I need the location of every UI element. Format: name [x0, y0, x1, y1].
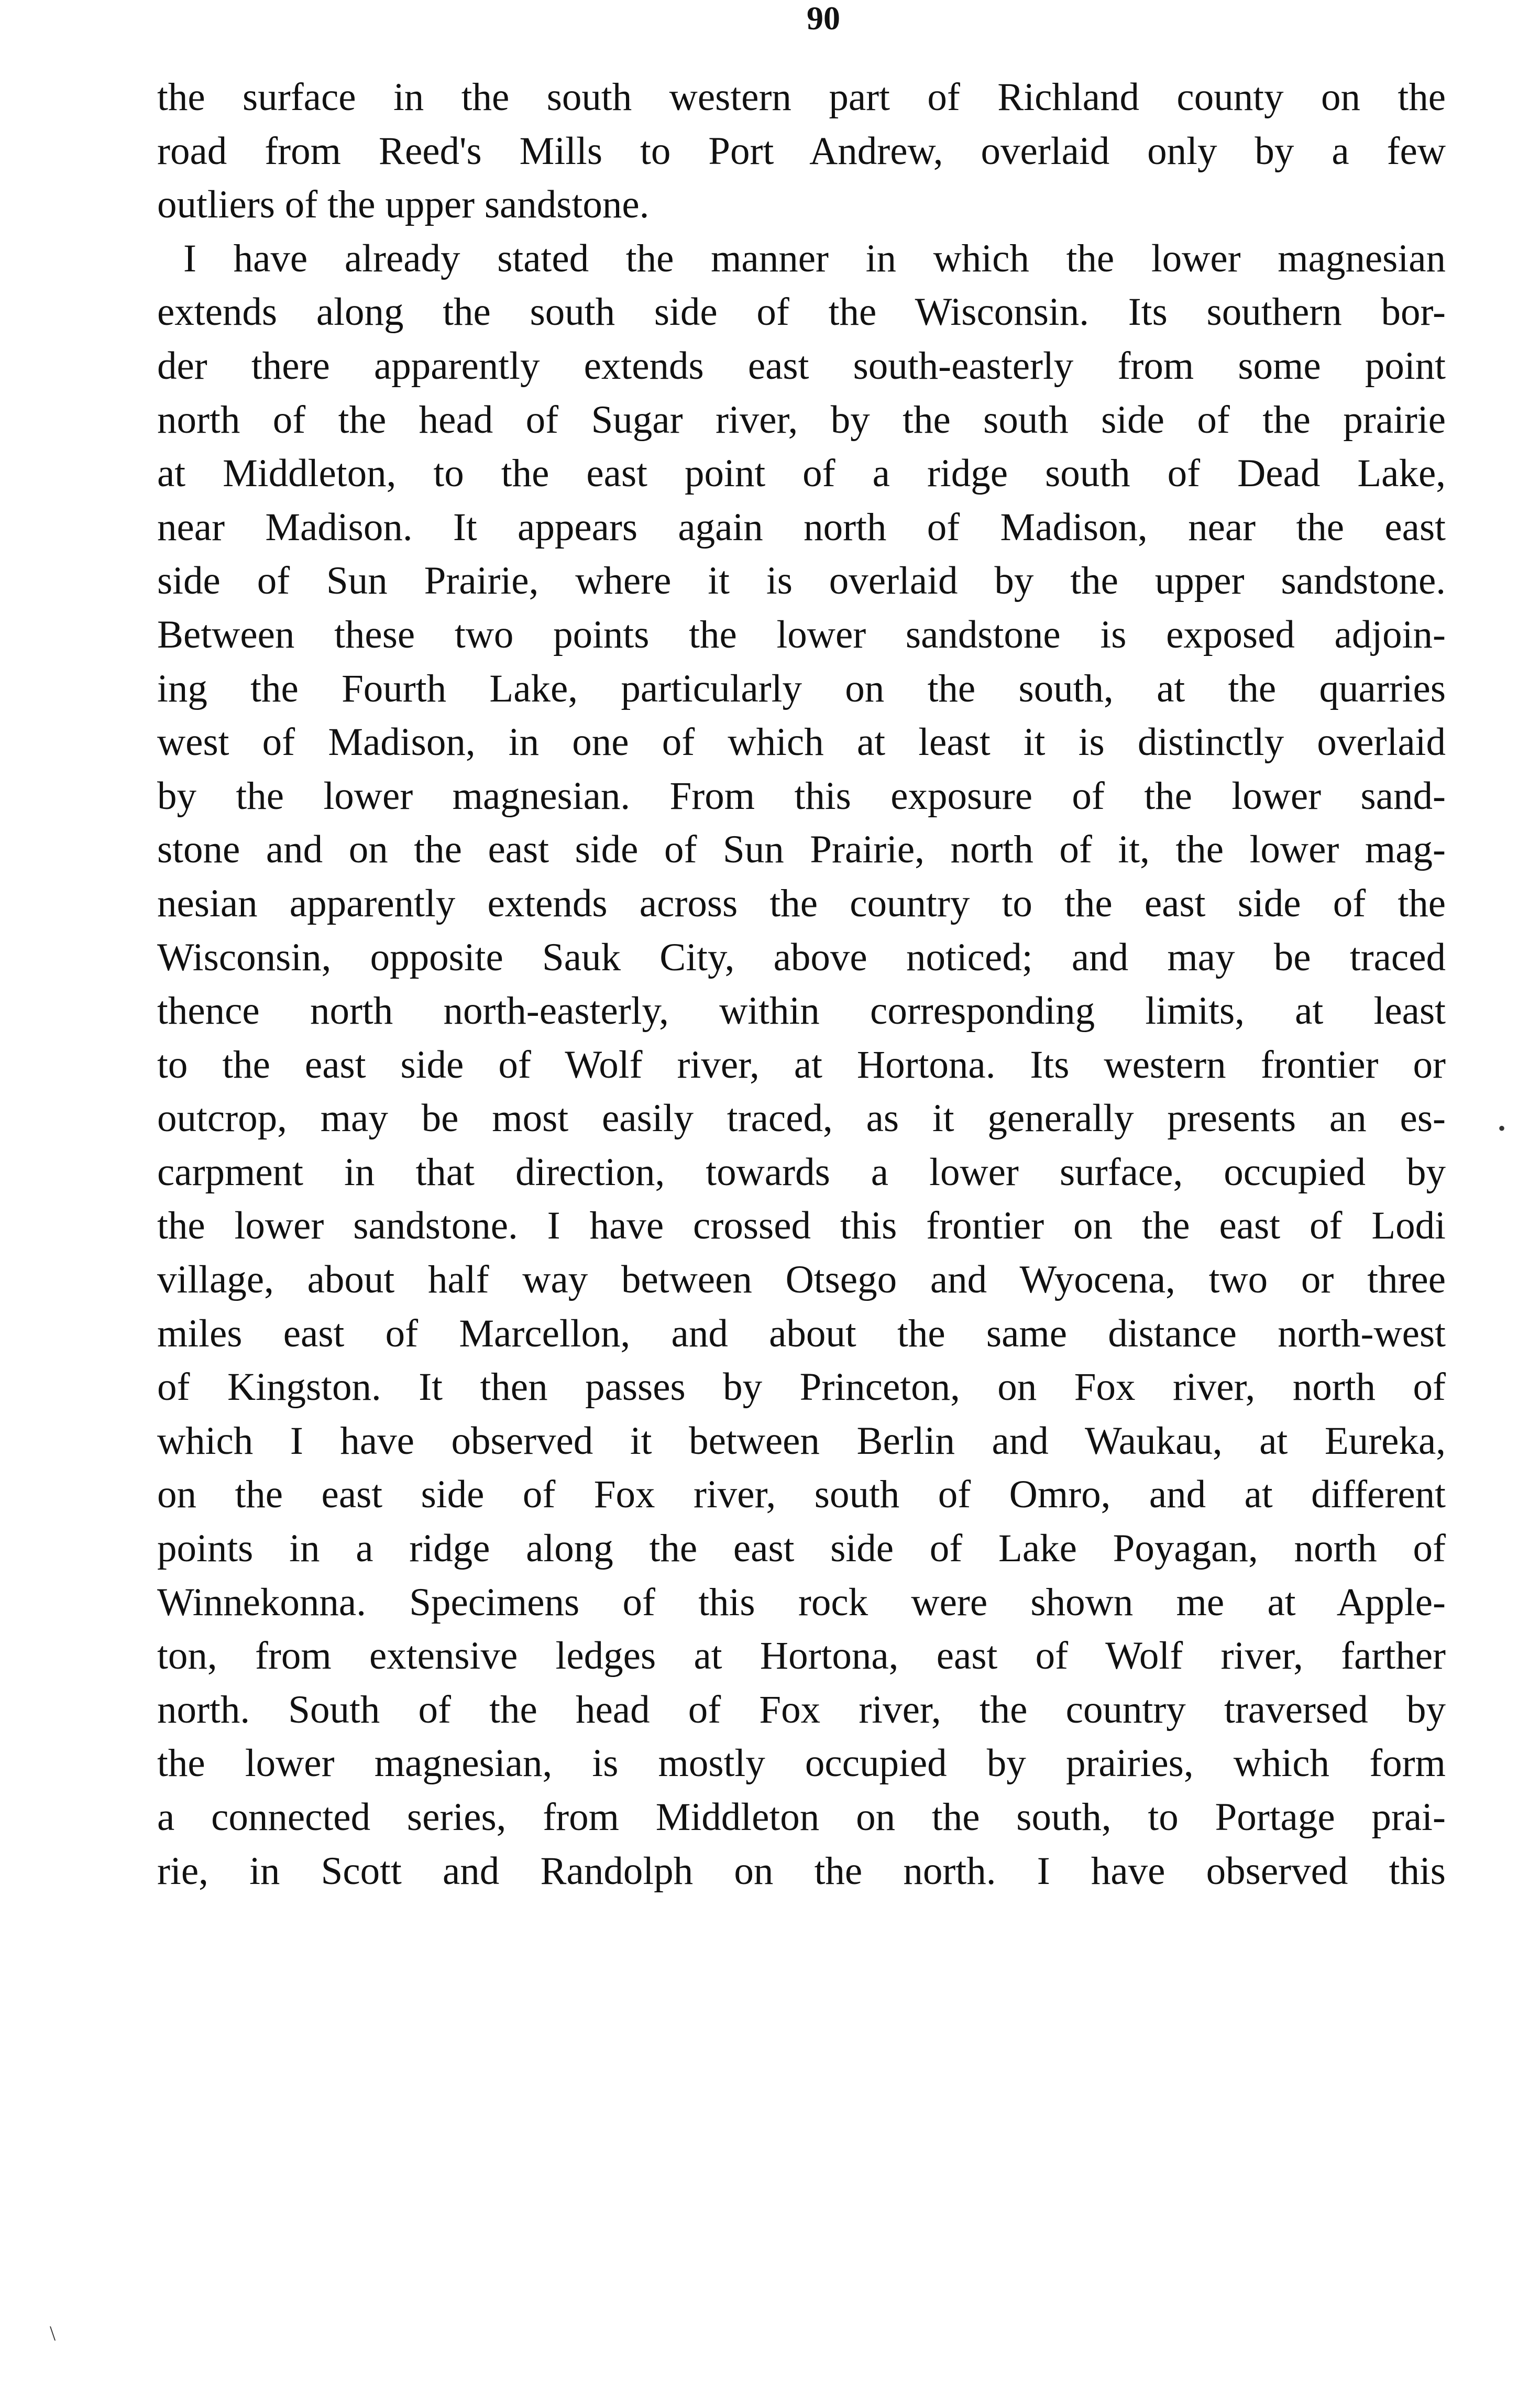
- text-line-34: rie, in Scott and Randolph on the north. I have observed this: [157, 1849, 1446, 1893]
- text-line-29: Winnekonna. Specimens of this rock were shown me at Apple-: [157, 1580, 1446, 1624]
- text-line-8: at Middleton, to the east point of a ridge south of Dead Lake,: [157, 452, 1446, 496]
- margin-tick: \: [50, 2321, 56, 2345]
- margin-dot: •: [1498, 1116, 1506, 1140]
- text-line-16: nesian apparently extends across the country to the east side of the: [157, 881, 1446, 925]
- text-line-12: ing the Fourth Lake, particularly on the south, at the quarries: [157, 666, 1446, 710]
- text-line-17: Wisconsin, opposite Sauk City, above noticed; and may be traced: [157, 935, 1446, 979]
- text-line-19: to the east side of Wolf river, at Hortona. Its western frontier or: [157, 1043, 1446, 1087]
- text-line-28: points in a ridge along the east side of Lake Poyagan, north of: [157, 1527, 1446, 1571]
- body-text: [157, 71, 1446, 1898]
- text-line-1: the surface in the south western part of Richland county on the: [157, 75, 1446, 119]
- text-line-33: a connected series, from Middleton on the south, to Portage prai-: [157, 1795, 1446, 1839]
- text-line-15: stone and on the east side of Sun Prairie, north of it, the lower mag-: [157, 828, 1446, 872]
- page-number: 90: [807, 0, 840, 37]
- text-line-24: miles east of Marcellon, and about the same distance north-west: [157, 1311, 1446, 1355]
- text-line-25: of Kingston. It then passes by Princeton, on Fox river, north of: [157, 1365, 1446, 1409]
- text-line-18: thence north north-easterly, within corresponding limits, at least: [157, 989, 1446, 1033]
- text-line-20: outcrop, may be most easily traced, as it generally presents an es-: [157, 1097, 1446, 1141]
- text-line-32: the lower magnesian, is mostly occupied by prairies, which form: [157, 1741, 1446, 1785]
- text-line-30: ton, from extensive ledges at Hortona, east of Wolf river, farther: [157, 1634, 1446, 1678]
- text-line-3: outliers of the upper sandstone.: [157, 183, 650, 227]
- text-line-13: west of Madison, in one of which at least it is distinctly overlaid: [157, 720, 1446, 764]
- text-line-2: road from Reed's Mills to Port Andrew, overlaid only by a few: [157, 129, 1446, 173]
- text-line-23: village, about half way between Otsego and Wyocena, two or three: [157, 1258, 1446, 1302]
- text-line-9: near Madison. It appears again north of Madison, near the east: [157, 505, 1446, 549]
- text-line-4: I have already stated the manner in which the lower magnesian: [183, 236, 1446, 280]
- text-line-27: on the east side of Fox river, south of Omro, and at different: [157, 1473, 1446, 1517]
- text-line-21: carpment in that direction, towards a lower surface, occupied by: [157, 1150, 1446, 1194]
- text-line-14: by the lower magnesian. From this exposure of the lower sand-: [157, 774, 1446, 818]
- text-line-7: north of the head of Sugar river, by the south side of the prairie: [157, 398, 1446, 442]
- text-line-31: north. South of the head of Fox river, the country traversed by: [157, 1687, 1446, 1732]
- text-line-11: Between these two points the lower sandstone is exposed adjoin-: [157, 612, 1446, 656]
- text-line-5: extends along the south side of the Wisconsin. Its southern bor-: [157, 290, 1446, 334]
- text-line-10: side of Sun Prairie, where it is overlaid by the upper sandstone.: [157, 559, 1446, 603]
- text-line-22: the lower sandstone. I have crossed this frontier on the east of Lodi: [157, 1204, 1446, 1248]
- text-line-6: der there apparently extends east south-easterly from some point: [157, 344, 1446, 388]
- text-line-26: which I have observed it between Berlin and Waukau, at Eureka,: [157, 1419, 1446, 1463]
